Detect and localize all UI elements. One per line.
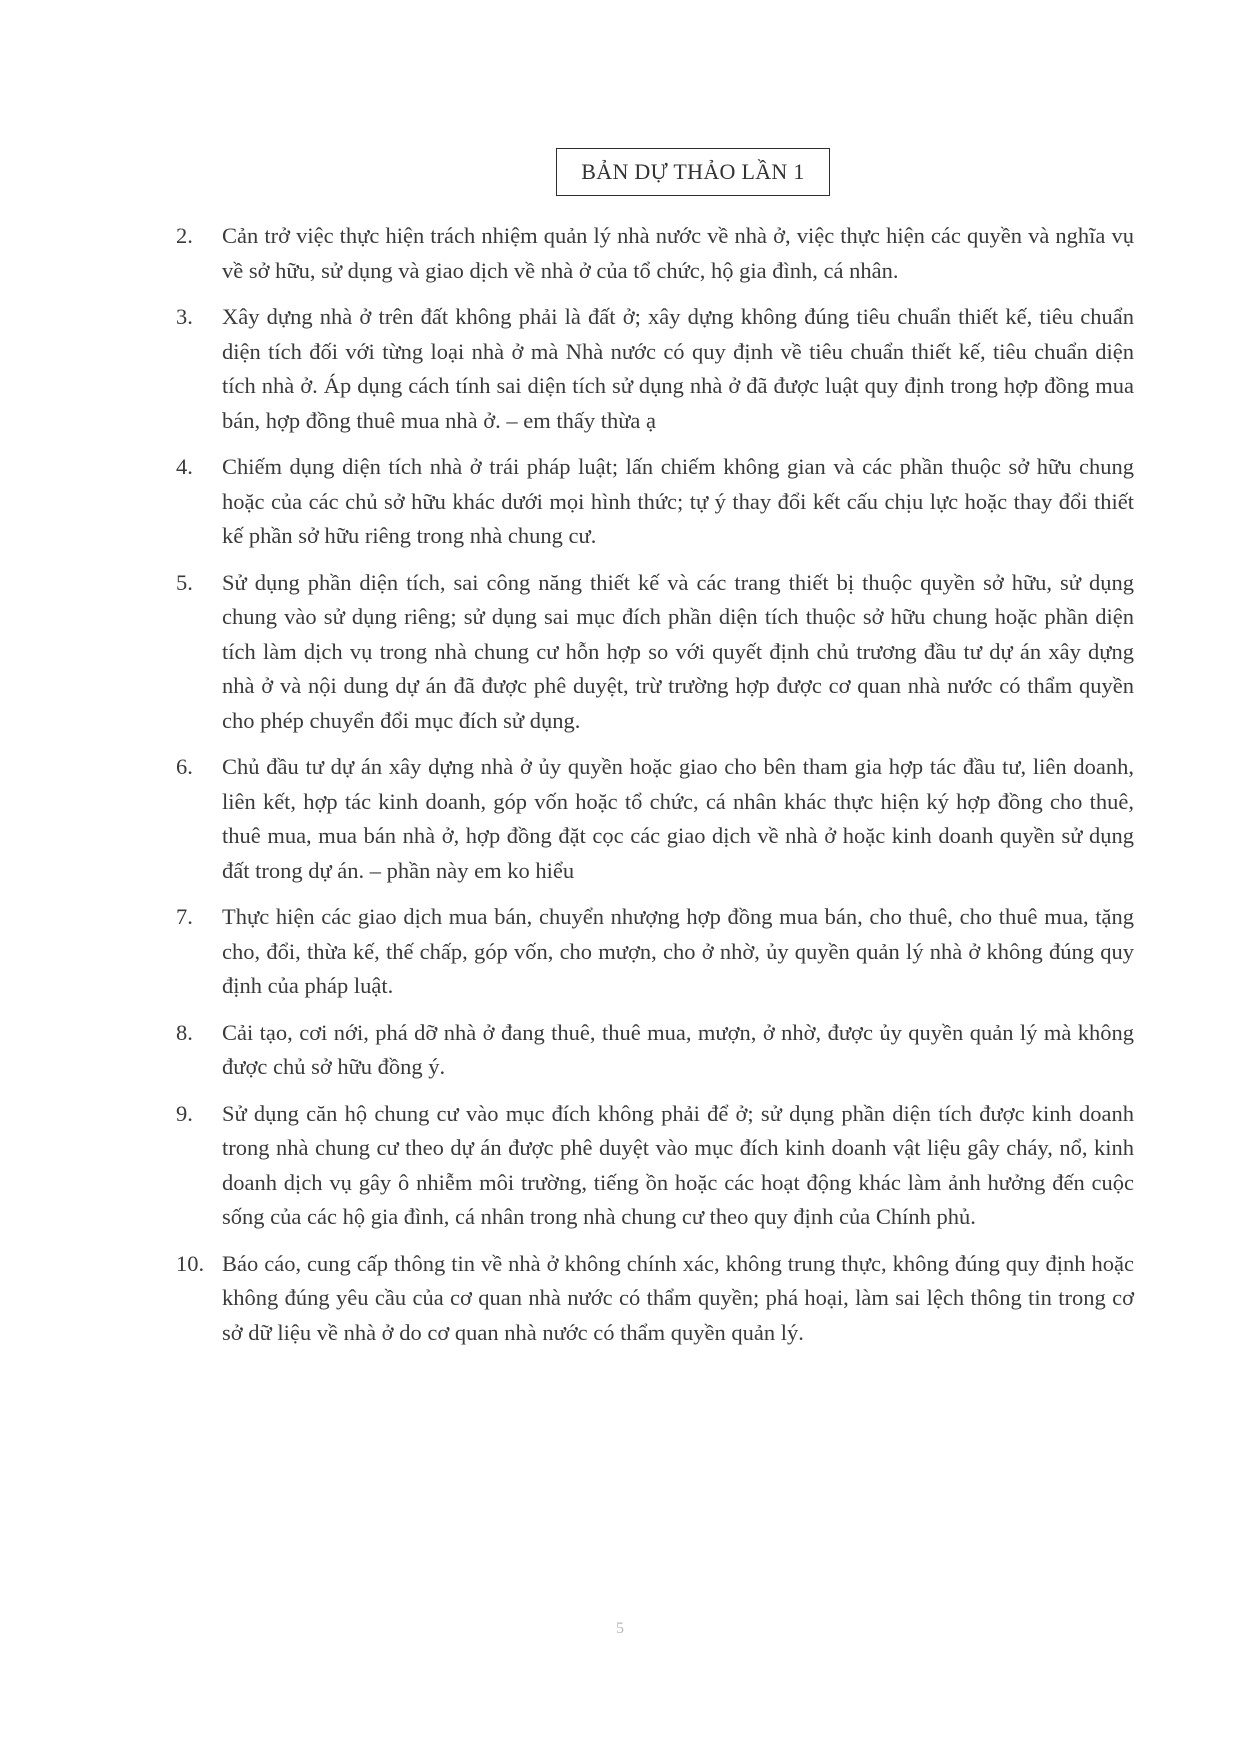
item-number: 6. — [176, 754, 193, 779]
list-item — [176, 566, 1134, 739]
page-number: 5 — [616, 1620, 624, 1637]
item-text: Báo cáo, cung cấp thông tin về nhà ở không chính xác, không trung thực, không đúng quy định hoặc không đúng yêu cầu của cơ quan nhà nước có thẩm quyền; phá hoại, làm sai lệch thông tin trong cơ sở dữ liệu về nhà ở do cơ quan nhà nước có thẩm quyền quản lý. — [222, 1250, 1134, 1345]
item-number: 8. — [176, 1019, 193, 1045]
item-number: 7. — [176, 904, 193, 929]
list-item — [176, 1097, 1134, 1235]
draft-version-label: BẢN DỰ THẢO LẦN 1 — [556, 148, 830, 196]
item-text: Chiếm dụng diện tích nhà ở trái pháp luật; lấn chiếm không gian và các phần thuộc sở hữu chung hoặc của các chủ sở hữu khác dưới mọi hình thức; tự ý thay đổi kết cấu chịu lực hoặc thay đổi thiết kế phần sở hữu riêng trong nhà chung cư. — [222, 454, 1134, 548]
item-text: Thực hiện các giao dịch mua bán, chuyển nhượng hợp đồng mua bán, cho thuê, cho thuê mua, tặng cho, đổi, thừa kế, thế chấp, góp vốn, cho mượn, cho ở nhờ, ủy quyền quản lý nhà ở không đúng quy định của pháp luật. — [222, 904, 1134, 998]
prohibited-acts-list — [176, 219, 1134, 1362]
item-text: Sử dụng căn hộ chung cư vào mục đích không phải để ở; sử dụng phần diện tích được kinh doanh trong nhà chung cư theo dự án được phê duyệt vào mục đích kinh doanh vật liệu gây cháy, nổ, kinh doanh dịch vụ gây ô nhiễm môi trường, tiếng ồn hoặc các hoạt động khác làm ảnh hưởng đến cuộc sống của các hộ gia đình, cá nhân trong nhà chung cư theo quy định của Chính phủ. — [222, 1100, 1134, 1229]
list-item — [176, 300, 1134, 438]
item-text: Cản trở việc thực hiện trách nhiệm quản lý nhà nước về nhà ở, việc thực hiện các quyền và nghĩa vụ về sở hữu, sử dụng và giao dịch về nhà ở của tổ chức, hộ gia đình, cá nhân. — [222, 223, 1134, 283]
item-text: Cải tạo, cơi nới, phá dỡ nhà ở đang thuê, thuê mua, mượn, ở nhờ, được ủy quyền quản lý mà không được chủ sở hữu đồng ý. — [222, 1019, 1134, 1079]
list-item — [176, 750, 1134, 888]
list-item — [176, 900, 1134, 1004]
item-number: 5. — [176, 569, 193, 595]
item-number: 2. — [176, 223, 193, 248]
item-number: 3. — [176, 304, 193, 329]
item-text: Xây dựng nhà ở trên đất không phải là đất ở; xây dựng không đúng tiêu chuẩn thiết kế, tiêu chuẩn diện tích đối với từng loại nhà ở mà Nhà nước có quy định về tiêu chuẩn thiết kế, tiêu chuẩn diện tích nhà ở. Áp dụng cách tính sai diện tích sử dụng nhà ở đã được luật quy định trong hợp đồng mua bán, hợp đồng thuê mua nhà ở. – em thấy thừa ạ — [222, 304, 1134, 433]
item-number: 9. — [176, 1100, 193, 1126]
item-text: Sử dụng phần diện tích, sai công năng thiết kế và các trang thiết bị thuộc quyền sở hữu, sử dụng chung vào sử dụng riêng; sử dụng sai mục đích phần diện tích thuộc sở hữu chung hoặc phần diện tích làm dịch vụ trong nhà chung cư hỗn hợp so với quyết định chủ trương đầu tư dự án xây dựng nhà ở và nội dung dự án đã được phê duyệt, trừ trường hợp được cơ quan nhà nước có thẩm quyền cho phép chuyển đổi mục đích sử dụng. — [222, 569, 1134, 733]
item-number: 10. — [176, 1250, 205, 1276]
list-item — [176, 1247, 1134, 1351]
list-item — [176, 1016, 1134, 1085]
item-text: Chủ đầu tư dự án xây dựng nhà ở ủy quyền hoặc giao cho bên tham gia hợp tác đầu tư, liên doanh, liên kết, hợp tác kinh doanh, góp vốn hoặc tổ chức, cá nhân khác thực hiện ký hợp đồng cho thuê, thuê mua, mua bán nhà ở, hợp đồng đặt cọc các giao dịch về nhà ở hoặc kinh doanh quyền sử dụng đất trong dự án. – phần này em ko hiểu — [222, 754, 1134, 883]
list-item — [176, 450, 1134, 554]
list-item — [176, 219, 1134, 288]
item-number: 4. — [176, 454, 193, 479]
